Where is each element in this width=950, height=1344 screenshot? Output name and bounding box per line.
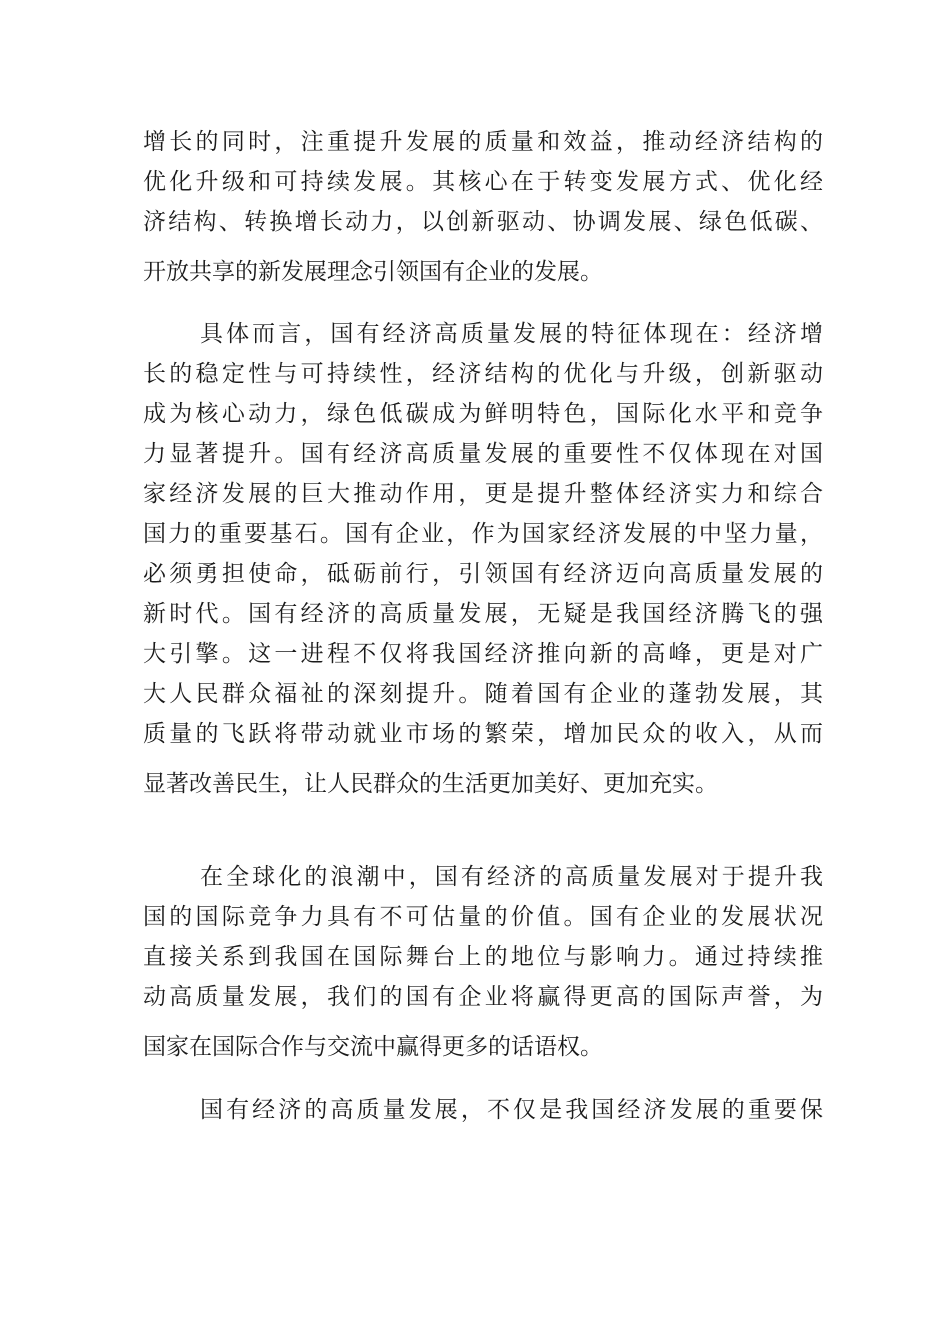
text-line: 家经济发展的巨大推动作用，更是提升整体经济实力和综合 bbox=[143, 481, 823, 507]
text-line: 动高质量发展，我们的国有企业将赢得更高的国际声誉，为 bbox=[143, 984, 823, 1010]
text-line: 优化升级和可持续发展。其核心在于转变发展方式、优化经 bbox=[143, 169, 823, 195]
text-line: 大引擎。这一进程不仅将我国经济推向新的高峰，更是对广 bbox=[143, 641, 823, 667]
text-line: 增长的同时，注重提升发展的质量和效益，推动经济结构的 bbox=[143, 129, 823, 155]
text-line: 大人民群众福祉的深刻提升。随着国有企业的蓬勃发展，其 bbox=[143, 681, 823, 707]
text-line: 济结构、转换增长动力，以创新驱动、协调发展、绿色低碳、 bbox=[143, 209, 823, 235]
text-line: 国有经济的高质量发展，不仅是我国经济发展的重要保 bbox=[200, 1097, 823, 1123]
text-line: 新时代。国有经济的高质量发展，无疑是我国经济腾飞的强 bbox=[143, 601, 823, 627]
text-line: 成为核心动力，绿色低碳成为鲜明特色，国际化水平和竞争 bbox=[143, 401, 823, 427]
text-line: 必须勇担使命，砥砺前行，引领国有经济迈向高质量发展的 bbox=[143, 561, 823, 587]
text-line: 具体而言，国有经济高质量发展的特征体现在：经济增 bbox=[200, 321, 823, 347]
text-line: 国的国际竞争力具有不可估量的价值。国有企业的发展状况 bbox=[143, 904, 823, 930]
text-line: 开放共享的新发展理念引领国有企业的发展。 bbox=[143, 259, 603, 285]
text-line: 质量的飞跃将带动就业市场的繁荣，增加民众的收入，从而 bbox=[143, 721, 823, 747]
text-line: 在全球化的浪潮中，国有经济的高质量发展对于提升我 bbox=[200, 864, 823, 890]
paragraph-2 bbox=[143, 314, 823, 804]
text-line: 长的稳定性与可持续性，经济结构的优化与升级，创新驱动 bbox=[143, 361, 823, 387]
text-line: 直接关系到我国在国际舞台上的地位与影响力。通过持续推 bbox=[143, 944, 823, 970]
text-line: 国力的重要基石。国有企业，作为国家经济发展的中坚力量， bbox=[143, 521, 823, 547]
paragraph-1 bbox=[143, 122, 823, 292]
text-line: 显著改善民生，让人民群众的生活更加美好、更加充实。 bbox=[143, 771, 718, 797]
text-line: 力显著提升。国有经济高质量发展的重要性不仅体现在对国 bbox=[143, 441, 823, 467]
text-line: 国家在国际合作与交流中赢得更多的话语权。 bbox=[143, 1034, 603, 1060]
paragraph-3 bbox=[143, 857, 823, 1067]
paragraph-4 bbox=[143, 1090, 823, 1130]
